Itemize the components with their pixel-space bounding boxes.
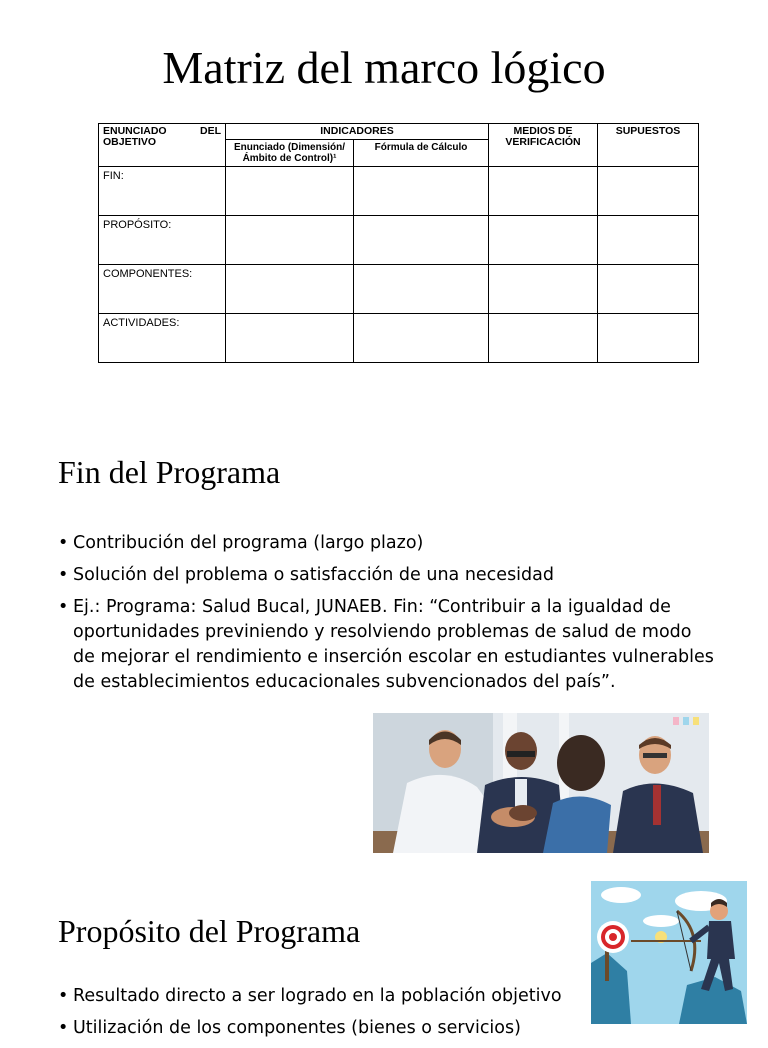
matrix-row-fin bbox=[99, 167, 699, 216]
list-item: • Utilización de los componentes (bienes o servicios) bbox=[58, 1016, 718, 1041]
matrix-cell bbox=[598, 265, 699, 314]
proposito-section-title: Propósito del Programa bbox=[58, 913, 361, 949]
matrix-cell bbox=[598, 216, 699, 265]
row-label: ACTIVIDADES: bbox=[99, 314, 226, 363]
fin-section-title: Fin del Programa bbox=[58, 454, 281, 490]
matrix-header-row bbox=[99, 124, 699, 140]
header-calculation-formula: Fórmula de Cálculo bbox=[354, 140, 489, 167]
matrix-cell bbox=[489, 314, 598, 363]
row-label: PROPÓSITO: bbox=[99, 216, 226, 265]
logical-framework-matrix bbox=[98, 123, 699, 363]
matrix-row-actividades bbox=[99, 314, 699, 363]
matrix-cell bbox=[354, 216, 489, 265]
matrix-row-proposito bbox=[99, 216, 699, 265]
matrix-cell bbox=[489, 265, 598, 314]
matrix-cell bbox=[226, 265, 354, 314]
matrix-cell bbox=[226, 167, 354, 216]
header-indicators: INDICADORES bbox=[226, 124, 489, 140]
matrix-cell bbox=[226, 314, 354, 363]
row-label: FIN: bbox=[99, 167, 226, 216]
list-item: • Ej.: Programa: Salud Bucal, JUNAEB. Fin: “Contribuir a la igualdad de oportunidades previniendo y resolviendo problemas de salud de modo de mejorar el rendimiento e inserción escolar en estudiantes vulnerables de establecimientos educacionales subvencionados del país”. bbox=[58, 595, 718, 695]
matrix-cell bbox=[598, 167, 699, 216]
list-item: • Resultado directo a ser logrado en la población objetivo bbox=[58, 984, 718, 1009]
list-item: • Solución del problema o satisfacción de una necesidad bbox=[58, 563, 718, 588]
row-label: COMPONENTES: bbox=[99, 265, 226, 314]
matrix-cell bbox=[226, 216, 354, 265]
page-title: Matriz del marco lógico bbox=[162, 42, 606, 93]
matrix-cell bbox=[354, 314, 489, 363]
matrix-cell bbox=[489, 216, 598, 265]
matrix-row-componentes bbox=[99, 265, 699, 314]
header-objective: ENUNCIADO DEL OBJETIVO bbox=[99, 124, 226, 167]
fin-bullet-list bbox=[58, 531, 718, 702]
archer-target-clipart bbox=[591, 881, 747, 1024]
header-indicator-statement: Enunciado (Dimensión/Ámbito de Control)¹ bbox=[226, 140, 354, 167]
matrix-cell bbox=[354, 265, 489, 314]
matrix-cell bbox=[489, 167, 598, 216]
matrix-cell bbox=[598, 314, 699, 363]
header-assumptions: SUPUESTOS bbox=[598, 124, 699, 167]
header-means-of-verification: MEDIOS DE VERIFICACIÓN bbox=[489, 124, 598, 167]
team-handshake-photo bbox=[373, 713, 709, 853]
list-item: • Contribución del programa (largo plazo) bbox=[58, 531, 718, 556]
matrix-cell bbox=[354, 167, 489, 216]
